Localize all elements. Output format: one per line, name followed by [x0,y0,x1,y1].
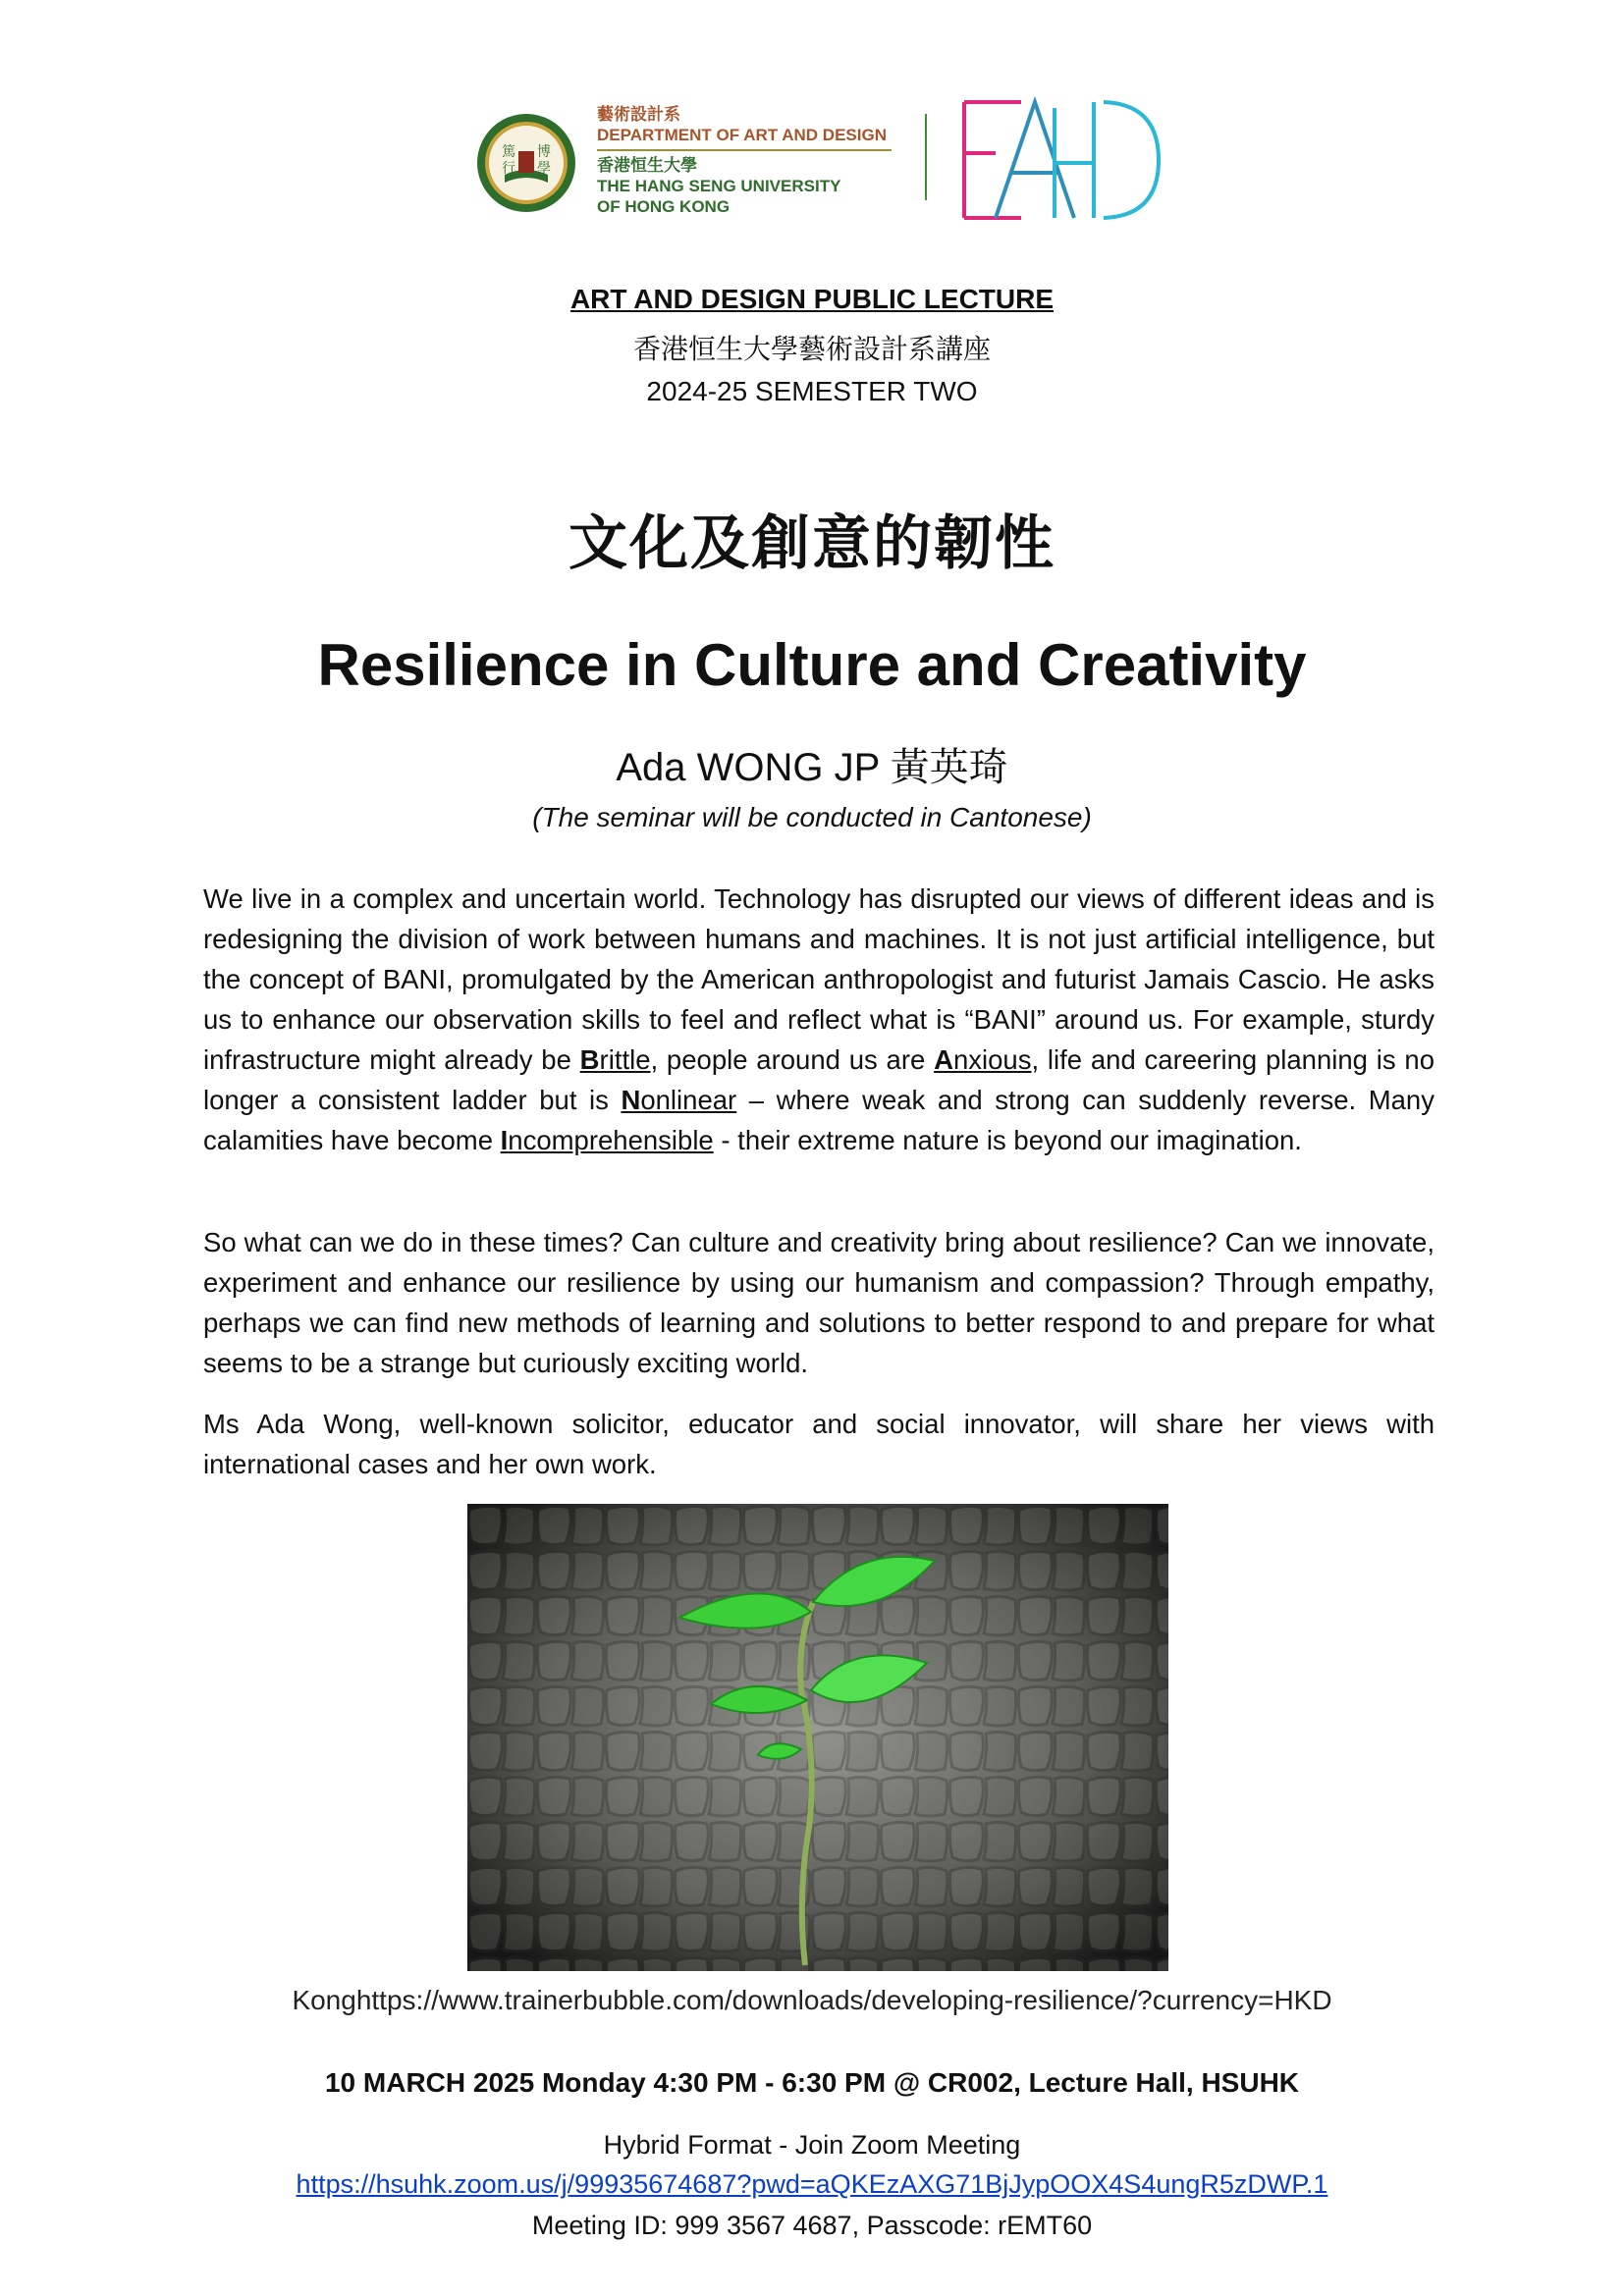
dept-divider [597,149,892,151]
lecture-title-en: Resilience in Culture and Creativity [317,632,1307,698]
semester-label: 2024-25 SEMESTER TWO [646,376,978,406]
university-name-en-line1: THE HANG SENG UNIVERSITY [597,177,841,195]
image-source-caption: Konghttps://www.trainerbubble.com/downloads/developing-resilience/?currency=HKD [292,1985,1332,2015]
university-seal-logo [475,112,577,214]
svg-text:行: 行 [502,161,515,177]
hybrid-format-note: Hybrid Format - Join Zoom Meeting [603,2130,1021,2160]
abstract-paragraph-1: We live in a complex and uncertain world. Technology has disrupted our views of different ideas and is redesigning the division of work between humans and machines. It is not just artificial intelligence, but the concept of BANI, promulgated by the American anthropologist and futurist Jamais Cascio. He asks us to enhance our observation skills to feel and reflect what is “BANI” around us. For example, sturdy infrastructure might already be Brittle, people around us are Anxious, life and careering planning is no longer a consistent ladder but is Nonlinear – where weak and strong can suddenly reverse. Many calamities have become Incomprehensible - their extreme nature is beyond our imagination. [203,883,1435,1155]
svg-text:博: 博 [537,144,551,160]
language-note: (The seminar will be conducted in Cantonese) [532,802,1092,832]
department-name-block [597,104,901,217]
event-datetime-venue: 10 MARCH 2025 Monday 4:30 PM - 6:30 PM @ CR002, Lecture Hall, HSUHK [324,2067,1300,2098]
lecture-title-zh: 文化及創意的韌性 [568,509,1056,578]
meeting-id-passcode: Meeting ID: 999 3567 4687, Passcode: rEMT60 [531,2211,1093,2240]
university-name-zh: 香港恒生大學 [597,156,697,175]
header-divider [925,114,927,200]
svg-text:篤: 篤 [502,144,515,160]
bani-anxious: Anxious [934,1044,1032,1075]
dept-name-zh: 藝術設計系 [597,105,680,124]
lecture-series-label-zh: 香港恒生大學藝術設計系講座 [632,334,991,364]
abstract-paragraph-2: So what can we do in these times? Can culture and creativity bring about resilience? Can we innovate, experiment and enhance our resilience by using our humanism and compassion? Through empathy, perhaps we can find new methods of learning and solutions to better respond to and prepare for what seems to be a strange but curiously exciting world. [203,1227,1435,1378]
bani-nonlinear: Nonlinear [621,1085,737,1115]
bani-incomprehensible: Incomprehensible [500,1125,714,1155]
speaker-intro-paragraph: Ms Ada Wong, well-known solicitor, educator and social innovator, will share her views with international cases and her own work. [203,1409,1435,1479]
ead-logo [956,94,1163,226]
bani-brittle: Brittle [579,1044,651,1075]
header-logos [475,94,1163,226]
dept-name-en: DEPARTMENT OF ART AND DESIGN [597,126,887,144]
svg-text:學: 學 [537,161,551,177]
seedling-through-stones-image [467,1504,1168,1971]
lecture-series-label: ART AND DESIGN PUBLIC LECTURE [569,284,1055,314]
speaker-name: Ada WONG JP 黃英琦 [616,746,1008,789]
university-name-en-line2: OF HONG KONG [597,197,731,216]
zoom-meeting-link[interactable]: https://hsuhk.zoom.us/j/99935674687?pwd=aQKEzAXG71BjJypOOX4S4ungR5zDWP.1 [296,2169,1328,2199]
